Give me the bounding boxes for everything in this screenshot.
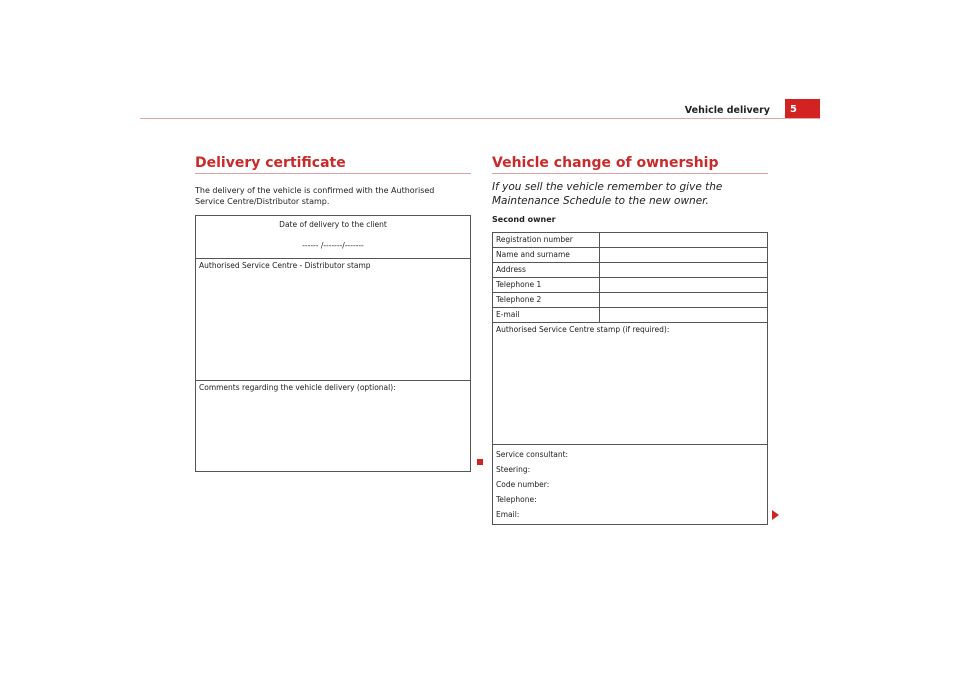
table-row — [493, 293, 768, 308]
ownership-heading-rule — [492, 173, 768, 174]
field-label: Name and surname — [493, 248, 600, 263]
code-number-label: Code number: — [496, 480, 550, 489]
field-label: E-mail — [493, 308, 600, 323]
delivery-comments-cell[interactable] — [196, 381, 471, 472]
delivery-heading-rule — [195, 173, 471, 174]
ownership-stamp-label: Authorised Service Centre stamp (if required): — [496, 325, 670, 334]
delivery-heading: Delivery certificate — [195, 155, 346, 171]
delivery-intro: The delivery of the vehicle is confirmed with the Authorised Service Centre/Distributor stamp. — [195, 186, 435, 206]
field-value[interactable] — [600, 248, 768, 263]
field-label: Address — [493, 263, 600, 278]
ownership-intro: If you sell the vehicle remember to give the Maintenance Schedule to the new owner. — [492, 181, 723, 207]
field-value[interactable] — [600, 293, 768, 308]
table-row — [493, 233, 768, 248]
ownership-heading: Vehicle change of ownership — [492, 155, 719, 171]
delivery-form — [195, 215, 471, 472]
page-number: 5 — [790, 104, 797, 115]
page-number-badge — [785, 99, 820, 119]
email-label: Email: — [496, 510, 520, 519]
field-value[interactable] — [600, 263, 768, 278]
second-owner-subheading: Second owner — [492, 215, 556, 224]
field-value[interactable] — [600, 308, 768, 323]
end-of-section-marker — [477, 459, 483, 465]
header-rule — [140, 118, 820, 119]
field-label: Registration number — [493, 233, 600, 248]
consultant-label: Service consultant: — [496, 450, 569, 459]
field-value[interactable] — [600, 233, 768, 248]
delivery-comments-label: Comments regarding the vehicle delivery (optional): — [199, 383, 396, 392]
delivery-date-label: Date of delivery to the client — [279, 220, 387, 229]
consultant-cell[interactable] — [493, 445, 768, 525]
telephone-label: Telephone: — [496, 495, 537, 504]
table-row — [493, 278, 768, 293]
field-label: Telephone 1 — [493, 278, 600, 293]
field-value[interactable] — [600, 278, 768, 293]
delivery-date-cell[interactable] — [196, 216, 471, 259]
table-row — [493, 248, 768, 263]
delivery-stamp-label: Authorised Service Centre - Distributor stamp — [199, 261, 371, 270]
continue-arrow-icon — [772, 510, 779, 520]
ownership-stamp-cell[interactable] — [493, 323, 768, 445]
table-row — [493, 308, 768, 323]
field-label: Telephone 2 — [493, 293, 600, 308]
ownership-form — [492, 232, 768, 525]
delivery-date-placeholder: ------ /-------/------- — [302, 241, 364, 250]
running-header-title: Vehicle delivery — [684, 105, 770, 116]
delivery-stamp-cell[interactable] — [196, 259, 471, 381]
steering-label: Steering: — [496, 465, 531, 474]
table-row — [493, 263, 768, 278]
